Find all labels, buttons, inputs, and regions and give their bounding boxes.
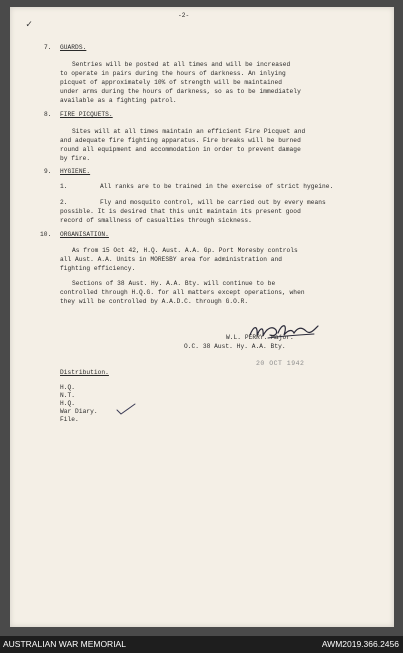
checkmark-icon: [116, 402, 136, 420]
section-8-line: Sites will at all times maintain an efficient Fire Picquet and: [72, 128, 306, 135]
organisation-line: controlled through H.Q.G. for all matters except operations, when: [60, 289, 305, 296]
distribution-entry: H.Q.: [60, 384, 76, 391]
section-8-heading: FIRE PICQUETS.: [60, 111, 113, 118]
distribution-entry: N.T.: [60, 392, 76, 399]
organisation-line: they will be controlled by A.A.D.C. through G.O.R.: [60, 298, 249, 305]
section-9-heading: HYGIENE.: [60, 168, 91, 175]
organisation-line: all Aust. A.A. Units in MORESBY area for administration and: [60, 256, 283, 263]
section-7-line: picquet of approximately 10% of strength will be maintained: [60, 79, 283, 86]
organisation-line: Sections of 38 Aust. Hy. A.A. Bty. will continue to be: [72, 280, 276, 287]
section-10-heading: ORGANISATION.: [60, 231, 109, 238]
footer-bar: [0, 636, 403, 653]
organisation-line: fighting efficiency.: [60, 265, 136, 272]
organisation-line: As from 15 Oct 42, H.Q. Aust. A.A. Gp. Port Moresby controls: [72, 247, 298, 254]
margin-tick-mark: ✓: [26, 20, 33, 31]
footer-accession-number: AWM2019.366.2456: [321, 639, 399, 649]
hygiene-item-1-label: 1.: [60, 183, 68, 190]
footer-institution: AUSTRALIAN WAR MEMORIAL: [3, 639, 126, 649]
section-8-line: round all equipment and accommodation in order to prevent damage: [60, 146, 301, 153]
hygiene-item-2-line: record of smallness of casualties through sickness.: [60, 217, 252, 224]
hygiene-item-2-line: possible. It is desired that this unit maintain its present good: [60, 208, 301, 215]
section-7-line: under arms during the hours of darkness, so as to be immediately: [60, 88, 301, 95]
section-10-number: 10.: [40, 231, 52, 238]
section-7-line: to operate in pairs during the hours of darkness. An inlying: [60, 70, 286, 77]
section-7-number: 7.: [44, 44, 52, 51]
section-8-line: by fire.: [60, 155, 91, 162]
distribution-entry: War Diary.: [60, 408, 98, 415]
date-stamp: 20 OCT 1942: [256, 360, 305, 367]
distribution-entry: H.Q.: [60, 400, 76, 407]
section-7-line: available as a fighting patrol.: [60, 97, 177, 104]
section-8-number: 8.: [44, 111, 52, 118]
section-8-line: and adequate fire fighting apparatus. Fire breaks will be burned: [60, 137, 301, 144]
section-7-heading: GUARDS.: [60, 44, 87, 51]
page-number: -2-: [178, 12, 190, 19]
signatory-name: W.L. PERRY. Major.: [226, 334, 294, 341]
hygiene-item-1-line: All ranks are to be trained in the exercise of strict hygeine.: [100, 183, 334, 190]
hygiene-item-2-line: Fly and mosquito control, will be carried out by every means: [100, 199, 326, 206]
distribution-entry: File.: [60, 416, 79, 423]
distribution-heading: Distribution.: [60, 369, 109, 376]
section-7-line: Sentries will be posted at all times and will be increased: [72, 61, 291, 68]
signatory-title: O.C. 38 Aust. Hy. A.A. Bty.: [184, 343, 286, 350]
section-9-number: 9.: [44, 168, 52, 175]
hygiene-item-2-label: 2.: [60, 199, 68, 206]
